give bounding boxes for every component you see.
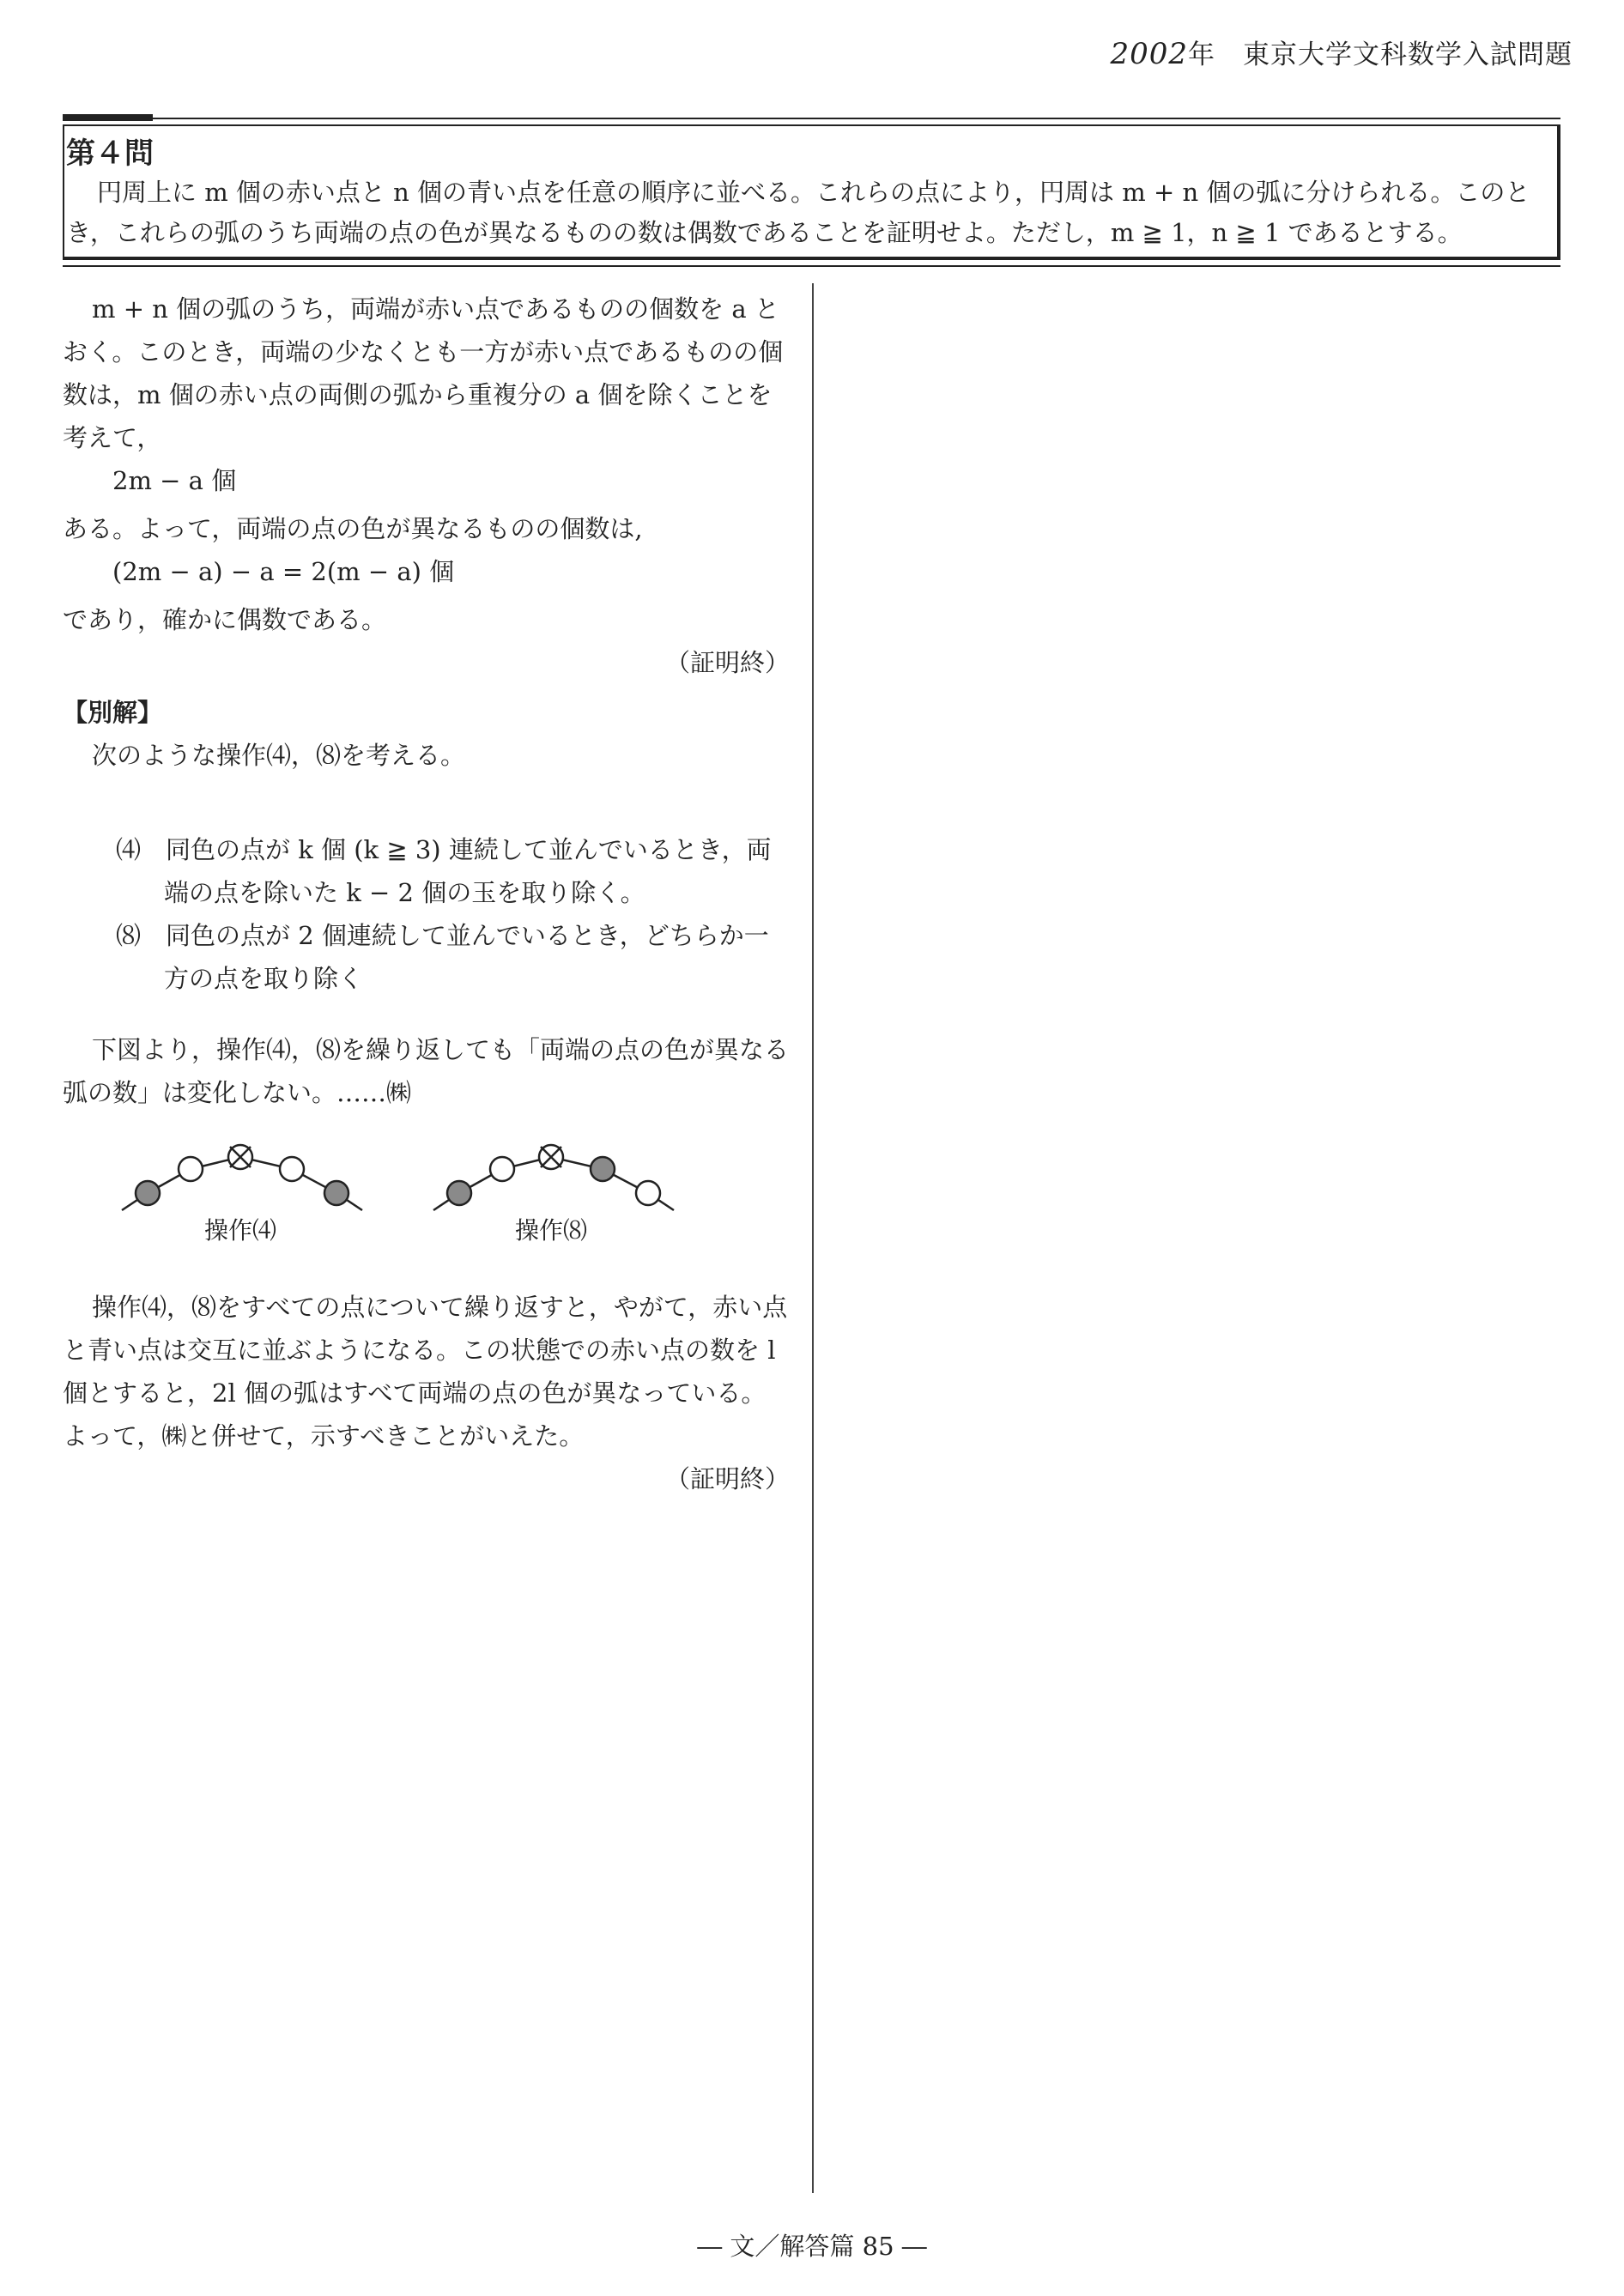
solution-paragraph-5: 操作⑷，⑻をすべての点について繰り返すと，やがて，赤い点と青い点は交互に並ぶようになる。この状態での赤い点の数を l 個とすると，2l 個の弧はすべて両端の点の色が異なっている。よって，㈱と併せて，示すべきことがいえた。 <box>63 1293 788 1451</box>
red-point <box>447 1181 471 1205</box>
problem-title: 第４問 <box>66 136 154 171</box>
alt-intro: 次のような操作⑷，⑻を考える。 <box>92 741 466 770</box>
red-point <box>591 1157 615 1181</box>
blue-point <box>179 1157 203 1181</box>
problem-tab <box>63 114 153 121</box>
solution-paragraph-3: であり，確かに偶数である。 <box>63 605 387 634</box>
solution-part-1 <box>63 288 790 777</box>
operations-figure <box>112 1124 712 1245</box>
blue-point <box>280 1157 304 1181</box>
figure-label-b: 操作⑻ <box>515 1216 588 1245</box>
figure-label-a: 操作⑷ <box>204 1216 277 1245</box>
solution-part-2 <box>63 1028 790 1114</box>
red-point <box>324 1181 348 1205</box>
figure-operation-b <box>433 1145 674 1210</box>
operation-b: ⑻ 同色の点が 2 個連続して並んでいるとき，どちらか一方の点を取り除く <box>116 921 769 993</box>
alt-heading: 【別解】 <box>63 698 163 727</box>
blue-point <box>636 1181 660 1205</box>
column-divider <box>812 283 814 2193</box>
solution-paragraph-2: ある。よって，両端の点の色が異なるものの個数は, <box>63 514 643 543</box>
operations-diagram <box>112 1124 712 1227</box>
header-title: 年 東京大学文科数学入試問題 <box>1188 39 1572 70</box>
proof-end-2: （証明終） <box>664 1464 790 1493</box>
solution-part-3 <box>63 1286 790 1500</box>
blue-point <box>490 1157 514 1181</box>
figure-operation-a <box>122 1145 362 1210</box>
solution-paragraph-1: m + n 個の弧のうち，両端が赤い点であるものの個数を a とおく。このとき，両端の少なくとも一方が赤い点であるものの個数は，m 個の赤い点の両側の弧から重複分の a 個を除くことを考えて， <box>63 294 784 452</box>
equation-1: 2m − a 個 <box>112 466 237 495</box>
equation-2: (2m − a) − a = 2(m − a) 個 <box>112 557 455 586</box>
problem-statement: 円周上に m 個の赤い点と n 個の青い点を任意の順序に並べる。これらの点により，円周は m + n 個の弧に分けられる。このとき，これらの弧のうち両端の点の色が異なるものの数は偶数であることを証明せよ。ただし，m ≧ 1，n ≧ 1 であるとする。 <box>66 178 1530 247</box>
header-year: 2002 <box>1110 37 1188 71</box>
problem-box <box>63 118 1560 267</box>
red-point <box>136 1181 160 1205</box>
page-footer: ― 文／解答篇 85 ― <box>697 2232 927 2261</box>
solution-paragraph-4: 下図より，操作⑷，⑻を繰り返しても「両端の点の色が異なる弧の数」は変化しない。……㈱ <box>63 1035 790 1107</box>
operations-list <box>63 828 790 1000</box>
proof-end-1: （証明終） <box>664 648 790 677</box>
operation-a: ⑷ 同色の点が k 個 (k ≧ 3) 連続して並んでいるとき，両端の点を除いた k − 2 個の玉を取り除く。 <box>116 835 772 907</box>
page-header <box>1110 33 1572 71</box>
